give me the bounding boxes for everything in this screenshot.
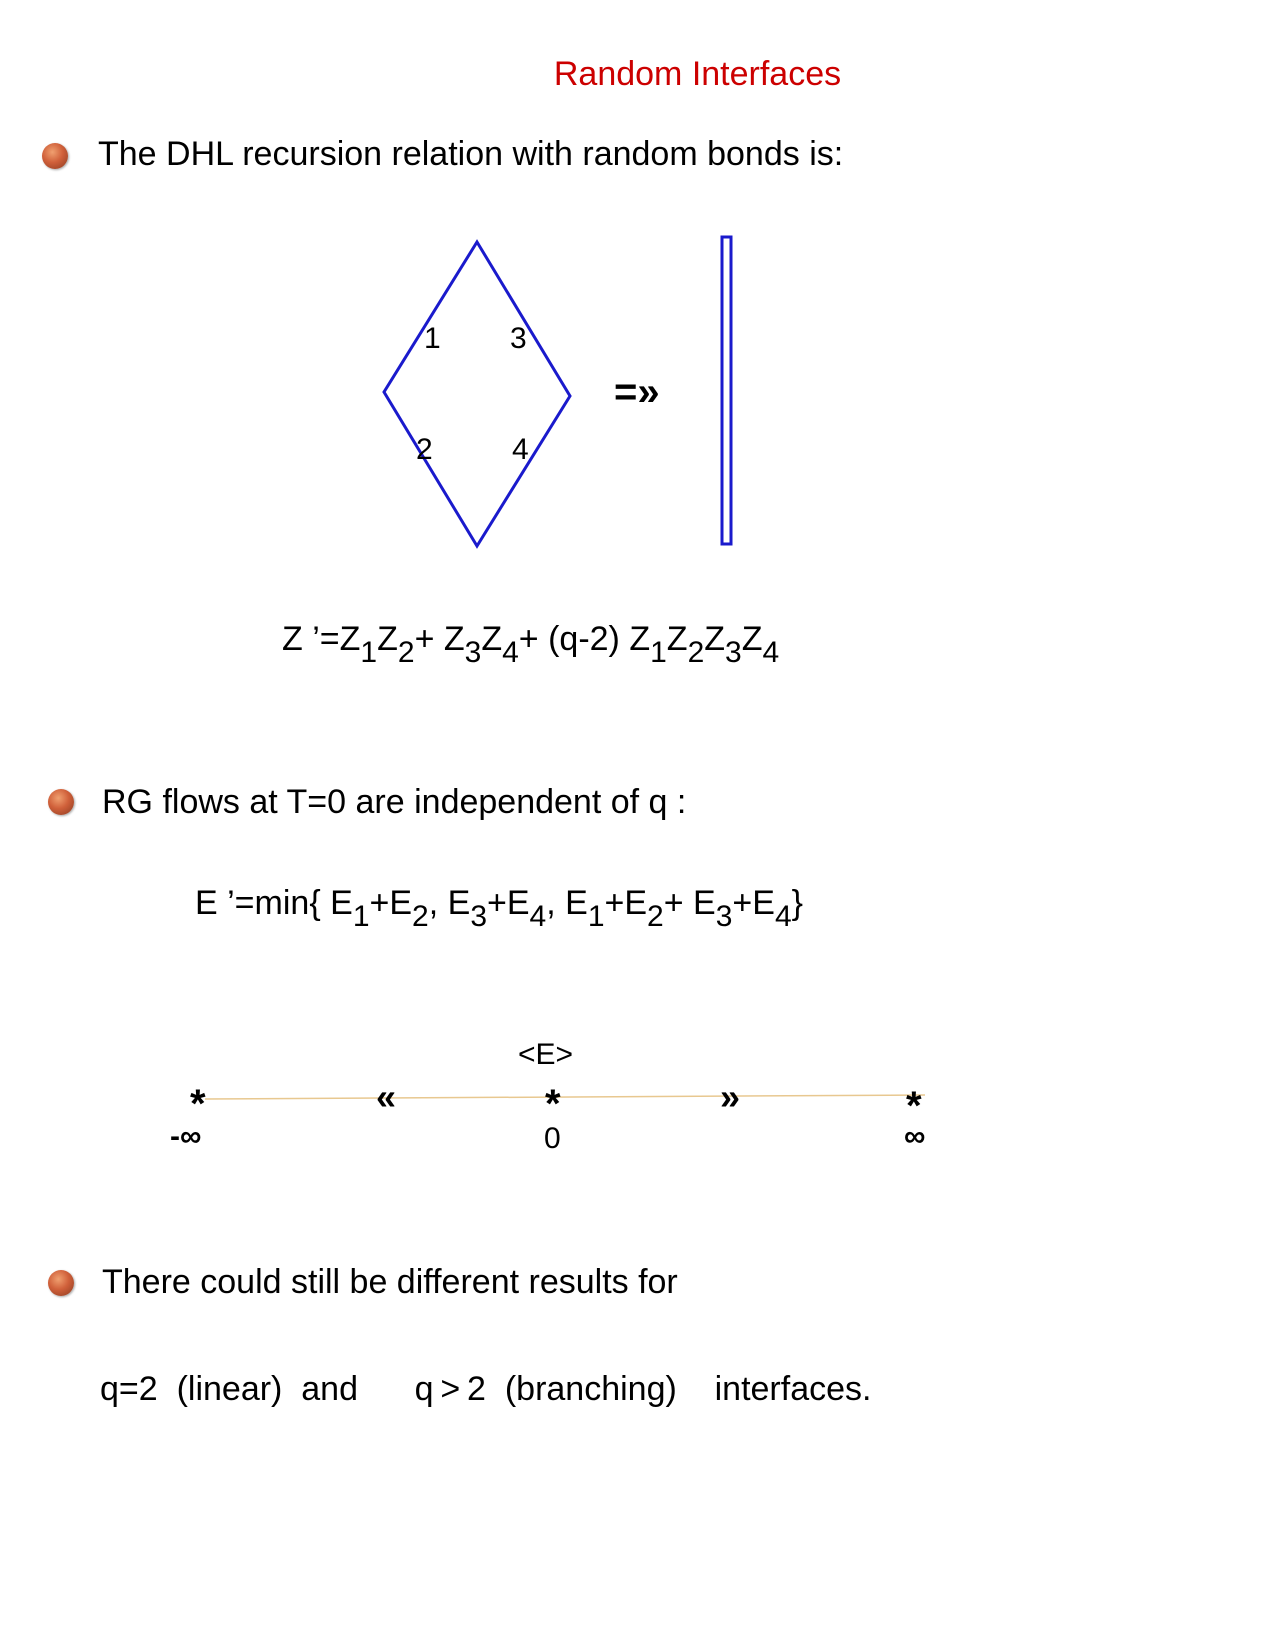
equation-term: Z: [741, 620, 763, 658]
equation-subscript: 1: [352, 900, 370, 933]
equation-term: Z: [704, 620, 726, 658]
equation-term: , E: [546, 884, 588, 922]
equation-term: + Z: [414, 620, 465, 658]
equation-subscript: 1: [587, 900, 605, 933]
equation-subscript: 3: [464, 636, 482, 669]
equation-subscript: 2: [687, 636, 705, 669]
equation-subscript: 4: [502, 636, 519, 669]
bullet-icon: [48, 789, 74, 815]
equation-term: + (q-2) Z: [518, 620, 651, 658]
equation-term: }: [791, 884, 803, 922]
equation-lhs: Z ’=Z: [282, 620, 361, 658]
equation-subscript: 4: [529, 900, 547, 933]
e-recursion-equation: [195, 884, 803, 933]
equation-subscript: 4: [774, 900, 792, 933]
equation-term: Z: [377, 620, 398, 658]
bond-label-1: 1: [424, 322, 441, 355]
bond-label-2: 2: [416, 433, 433, 466]
equation-term: + E: [663, 884, 716, 922]
equation-lhs: E ’=min{ E: [195, 884, 353, 922]
equation-subscript: 3: [725, 636, 742, 669]
fixed-point-label-center: 0: [544, 1122, 561, 1155]
diamond-lattice: [384, 242, 570, 546]
equation-subscript: 4: [762, 636, 780, 669]
fixed-point-star-right: *: [906, 1084, 922, 1128]
conclusion-text: q=2 (linear) and q > 2 (branching) interfaces.: [100, 1370, 872, 1408]
bond-label-4: 4: [512, 433, 529, 466]
equation-term: +E: [487, 884, 530, 922]
equation-subscript: 1: [650, 636, 667, 669]
equation-term: +E: [604, 884, 648, 922]
mean-energy-label: <E>: [518, 1038, 574, 1071]
equation-term: Z: [481, 620, 503, 658]
flow-axis: [205, 1095, 925, 1099]
equation-subscript: 2: [412, 900, 429, 933]
flow-arrow-right: »: [720, 1076, 741, 1117]
equation-term: Z: [666, 620, 688, 658]
equation-subscript: 2: [647, 900, 664, 933]
equation-subscript: 3: [715, 900, 733, 933]
fixed-point-star-left: *: [190, 1082, 206, 1126]
flow-arrow-left: «: [376, 1076, 397, 1117]
equation-term: +E: [369, 884, 413, 922]
z-recursion-equation: [282, 620, 780, 669]
page-title: Random Interfaces: [553, 55, 842, 93]
renormalized-bond: [722, 237, 731, 544]
bullet-text-3: There could still be different results for: [102, 1263, 678, 1301]
maps-to-arrow: =»: [614, 370, 660, 414]
fixed-point-label-right: ∞: [904, 1120, 926, 1153]
equation-subscript: 3: [470, 900, 487, 933]
equation-subscript: 2: [397, 636, 415, 669]
equation-term: +E: [732, 884, 775, 922]
equation-term: , E: [428, 884, 471, 922]
bullet-text-1: The DHL recursion relation with random bonds is:: [98, 135, 844, 173]
bond-label-3: 3: [510, 322, 527, 355]
equation-subscript: 1: [360, 636, 378, 669]
fixed-point-star-center: *: [545, 1082, 561, 1126]
bullet-icon: [48, 1270, 74, 1296]
bullet-text-2: RG flows at T=0 are independent of q :: [102, 783, 687, 821]
fixed-point-label-left: -∞: [170, 1120, 202, 1153]
